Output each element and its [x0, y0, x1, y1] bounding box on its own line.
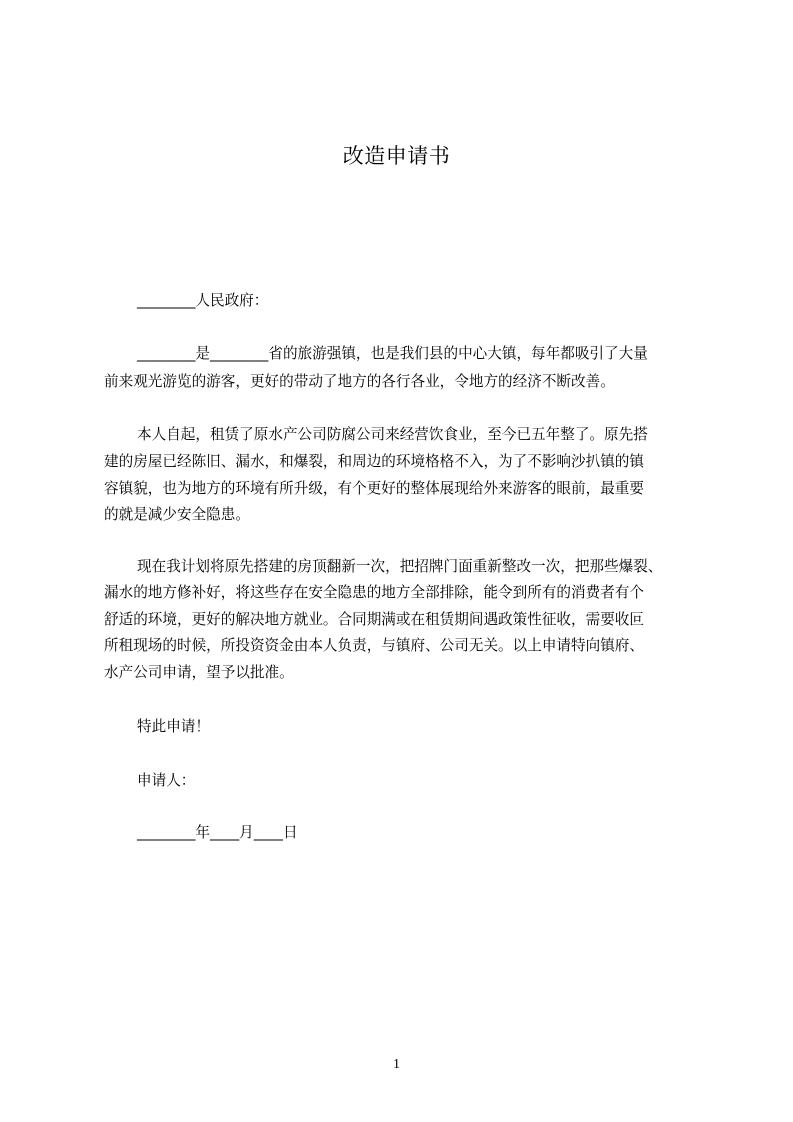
paragraph-3-line-5: 水产公司申请，望予以批准。	[104, 664, 294, 681]
date-line: ________年____月____日	[137, 824, 298, 841]
paragraph-2-line-3: 容镇貌，也为地方的环境有所升级，有个更好的整体展现给外来游客的眼前，最重要	[104, 480, 644, 497]
closing-statement: 特此申请！	[137, 718, 210, 735]
paragraph-2-line-1: 本人自起，租赁了原水产公司防腐公司来经营饮食业，至今已五年整了。原先搭	[137, 426, 648, 443]
paragraph-3-line-3: 舒适的环境，更好的解决地方就业。合同期满或在租赁期间遇政策性征收，需要收叵	[104, 611, 644, 628]
document-title: 改造申请书	[342, 144, 451, 168]
applicant-label: 申请人：	[137, 772, 196, 789]
paragraph-3-line-1: 现在我计划将原先搭建的房顶翻新一次，把招牌门面重新整改一次，把那些爆裂、	[137, 558, 663, 575]
paragraph-3-line-2: 漏水的地方修补好，将这些存在安全隐患的地方全部排除，能令到所有的消费者有个	[104, 584, 644, 601]
paragraph-2-line-4: 的就是减少安全隐患。	[104, 506, 250, 523]
paragraph-3-line-4: 所租现场的时候，所投资资金由本人负责，与镇府、公司无关。以上申请特向镇府、	[104, 637, 644, 654]
paragraph-2-line-2: 建的房屋已经陈旧、漏水，和爆裂，和周边的环境格格不入，为了不影响沙扒镇的镇	[104, 453, 644, 470]
paragraph-1-line-1: ________是________省的旅游强镇，也是我们县的中心大镇，每年都吸引了大量	[137, 345, 648, 362]
salutation: ________人民政府：	[137, 292, 269, 309]
page-number: 1	[393, 1057, 400, 1072]
paragraph-1-line-2: 前来观光游览的游客，更好的带动了地方的各行各业，令地方的经济不断改善。	[104, 373, 615, 390]
